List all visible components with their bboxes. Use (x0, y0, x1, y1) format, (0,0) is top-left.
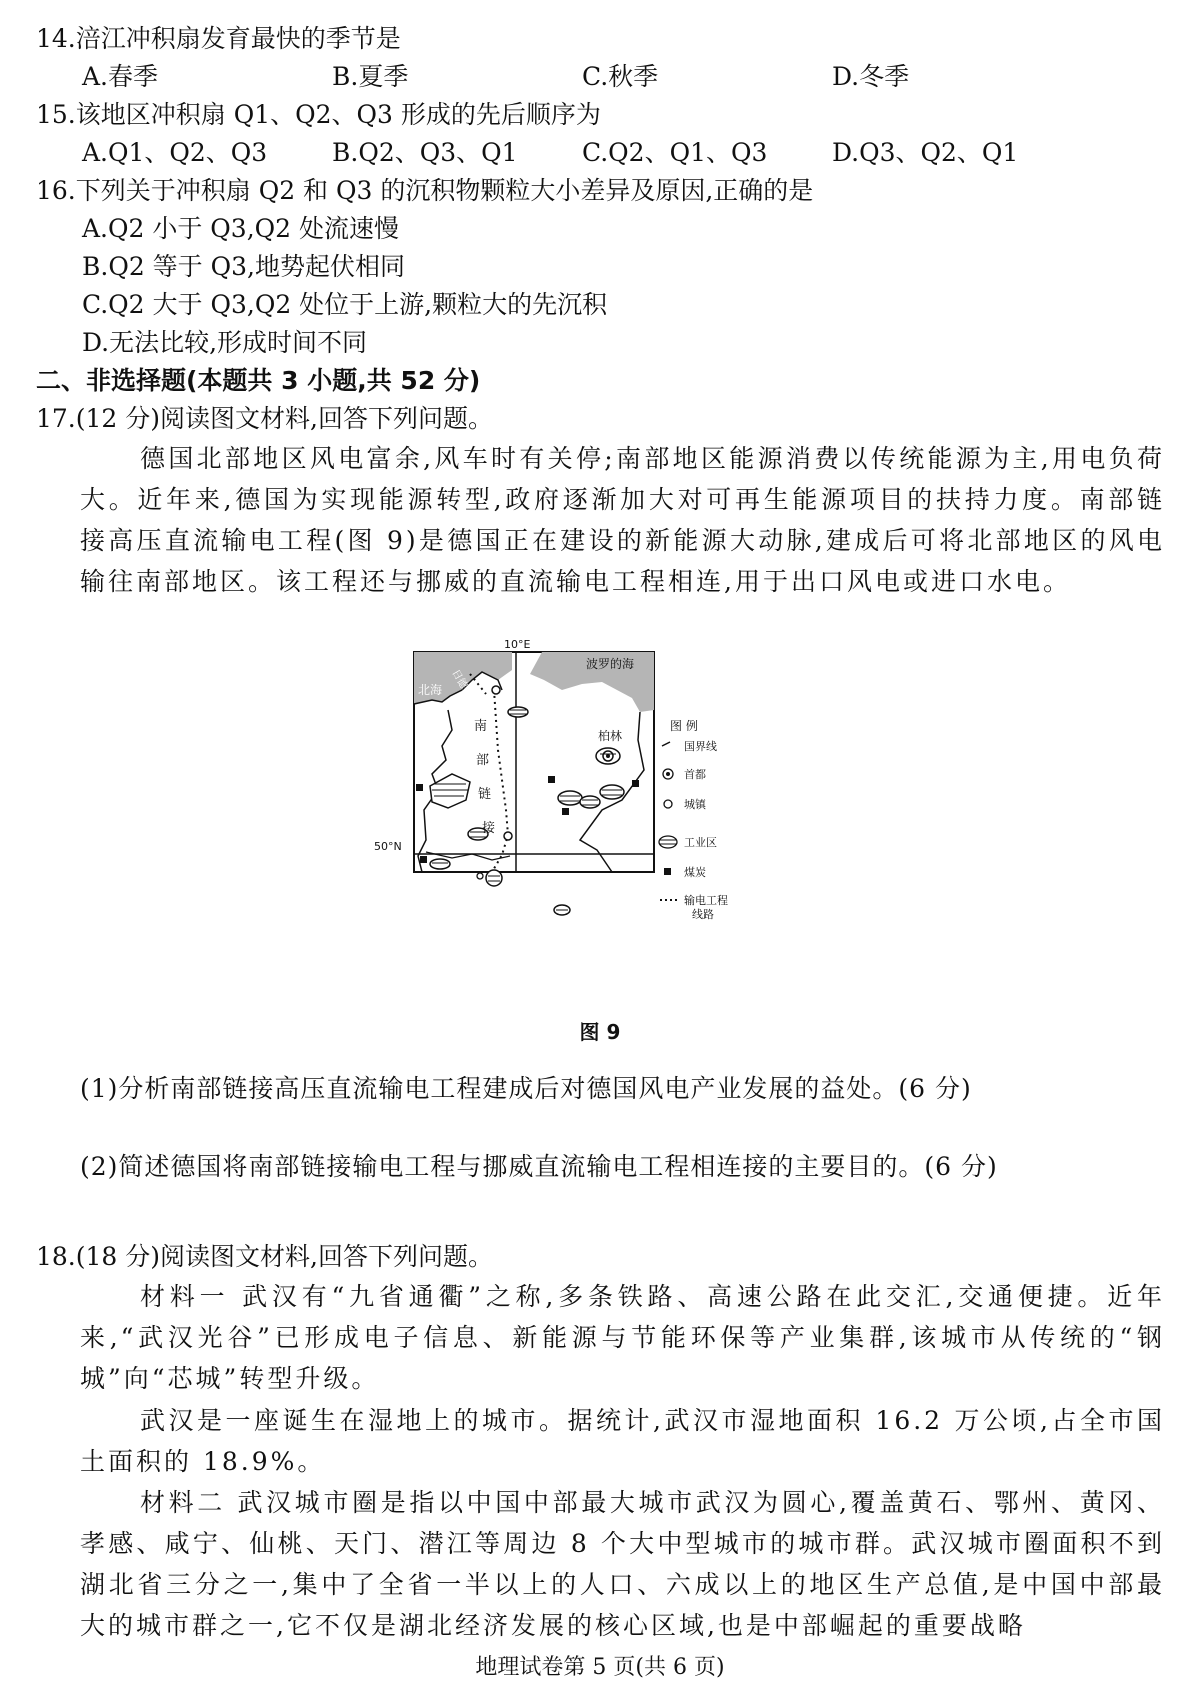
germany-map (374, 638, 772, 950)
q15-option-b: B.Q2、Q3、Q1 (332, 138, 518, 167)
q15-option-d: D.Q3、Q2、Q1 (832, 138, 1019, 167)
q18-material1a: 材料一 武汉有“九省通衢”之称,多条铁路、高速公路在此交汇,交通便捷。近年来,“武汉光谷”已形成电子信息、新能源与节能环保等产业集群,该城市从传统的“钢城”向“芯城”转型升级。 (80, 1282, 1165, 1393)
legend-border-symbol (662, 742, 670, 746)
strait-label: 日德兰 (449, 668, 474, 700)
legend-capital: 首都 (684, 768, 706, 781)
q15-option-a: A.Q1、Q2、Q3 (82, 138, 268, 167)
q16-stem: 16.下列关于冲积扇 Q2 和 Q3 的沉积物颗粒大小差异及原因,正确的是 (36, 176, 814, 205)
route-label-2: 部 (476, 753, 490, 768)
legend-route-1: 输电工程 (684, 894, 728, 907)
section-heading: 二、非选择题(本题共 3 小题,共 52 分) (36, 366, 481, 395)
figure-caption: 图 9 (579, 1020, 621, 1044)
q16-option-b: B.Q2 等于 Q3,地势起伏相同 (82, 252, 405, 281)
route-label-4: 接 (482, 821, 496, 836)
lat-label: 50°N (374, 840, 402, 853)
q18-material1b: 武汉是一座诞生在湿地上的城市。据统计,武汉市湿地面积 16.2 万公顷,占全市国土面积的 18.9%。 (80, 1406, 1165, 1476)
q14-stem: 14.涪江冲积扇发育最快的季节是 (36, 24, 401, 53)
legend-industrial: 工业区 (684, 836, 717, 849)
q14-option-d: D.冬季 (832, 62, 910, 91)
q14-option-c: C.秋季 (582, 62, 659, 91)
capital-marker-dot (606, 754, 610, 758)
legend-coal: 煤炭 (684, 866, 706, 879)
q16-option-a: A.Q2 小于 Q3,Q2 处流速慢 (82, 214, 399, 243)
town-marker (492, 686, 500, 694)
q15-stem: 15.该地区冲积扇 Q1、Q2、Q3 形成的先后顺序为 (36, 100, 601, 129)
q18-material2: 材料二 武汉城市圈是指以中国中部最大城市武汉为圆心,覆盖黄石、鄂州、黄冈、孝感、咸宁、仙桃、天门、潜江等周边 8 个大中型城市的城市群。武汉城市圈面积不到湖北省三分之一,集中了全省一半以上的人口、六成以上的地区生产总值,是中国中部最大的城市群之一,它不仅是湖北经济发展的核心区域,也是中部崛起的重要战略 (80, 1488, 1165, 1640)
town-marker (504, 832, 512, 840)
legend-coal-symbol (664, 868, 671, 875)
legend-town: 城镇 (684, 798, 706, 811)
legend-industrial-symbol (659, 836, 677, 848)
q14-option-b: B.夏季 (332, 62, 409, 91)
q14-options (82, 60, 909, 94)
q15-option-c: C.Q2、Q1、Q3 (582, 138, 768, 167)
q14-option-a: A.春季 (82, 62, 159, 91)
q16-option-d: D.无法比较,形成时间不同 (82, 328, 368, 357)
lon-label: 10°E (504, 638, 531, 651)
legend-title: 图 例 (670, 719, 698, 733)
town-marker (477, 873, 483, 879)
legend-border: 国界线 (684, 740, 717, 753)
q16-option-c: C.Q2 大于 Q3,Q2 处位于上游,颗粒大的先沉积 (82, 290, 608, 319)
q17-stem: 17.(12 分)阅读图文材料,回答下列问题。 (36, 404, 493, 433)
route-label-1: 南 (474, 719, 488, 734)
page-footer: 地理试卷第 5 页(共 6 页) (475, 1655, 725, 1680)
q15-options (82, 136, 1018, 170)
baltic-sea-label: 波罗的海 (586, 657, 635, 671)
q17-sub2: (2)简述德国将南部链接输电工程与挪威直流输电工程相连接的主要目的。(6 分) (80, 1152, 998, 1181)
route-label-3: 链 (478, 787, 492, 802)
q17-material: 德国北部地区风电富余,风车时有关停;南部地区能源消费以传统能源为主,用电负荷大。近年来,德国为实现能源转型,政府逐渐加大对可再生能源项目的扶持力度。南部链接高压直流输电工程(图 9)是德国正在建设的新能源大动脉,建成后可将北部地区的风电输往南部地区。该工程还与挪威的直流输电工程相连,用于出口风电或进口水电。 (80, 444, 1165, 596)
north-sea-label: 北海 (418, 683, 443, 697)
q17-sub1: (1)分析南部链接高压直流输电工程建成后对德国风电产业发展的益处。(6 分) (80, 1074, 972, 1103)
q18-stem: 18.(18 分)阅读图文材料,回答下列问题。 (36, 1242, 493, 1271)
legend-town-symbol (664, 800, 672, 808)
legend-route-2: 线路 (692, 908, 714, 921)
berlin-label: 柏林 (598, 729, 623, 743)
